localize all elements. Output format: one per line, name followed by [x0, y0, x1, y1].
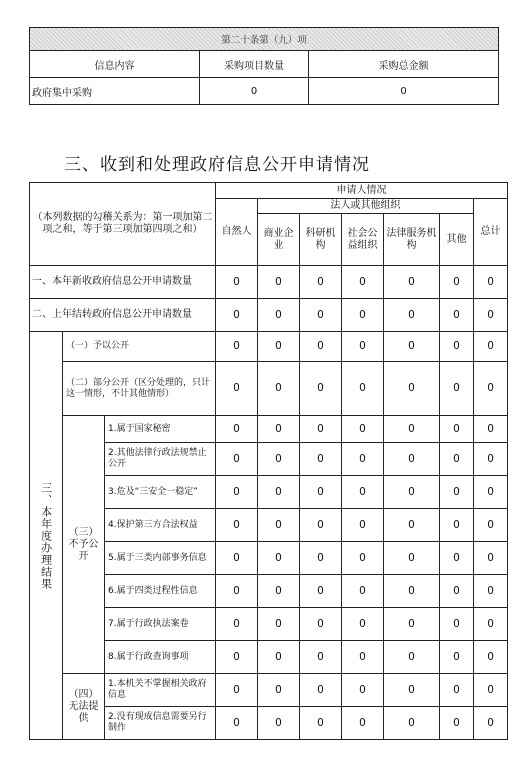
row-publish: （一）予以公开 — [63, 332, 216, 362]
cell-value: 0 — [474, 542, 508, 575]
cannot-item: 2.没有现成信息需要另行制作 — [105, 707, 216, 740]
nopublish-item: 3.危及“三安全一稳定” — [105, 476, 216, 509]
cell-value: 0 — [216, 542, 258, 575]
cell-value: 0 — [300, 707, 342, 740]
cell-value: 0 — [216, 608, 258, 641]
cell-value: 0 — [440, 575, 474, 608]
cell-value: 0 — [258, 707, 300, 740]
cell-value: 0 — [216, 476, 258, 509]
cell-value: 0 — [474, 509, 508, 542]
cell-value: 0 — [440, 707, 474, 740]
cell-value: 0 — [474, 266, 508, 299]
cell-value: 0 — [258, 332, 300, 362]
row-count: 0 — [200, 78, 309, 105]
cell-value: 0 — [258, 299, 300, 332]
section-title: 三、收到和处理政府信息公开申请情况 — [64, 155, 370, 175]
cell-value: 0 — [216, 707, 258, 740]
cell-value: 0 — [474, 608, 508, 641]
col-research: 科研机构 — [300, 214, 342, 266]
cell-value: 0 — [384, 674, 440, 707]
cell-value: 0 — [300, 443, 342, 476]
cell-value: 0 — [216, 674, 258, 707]
cell-value: 0 — [474, 674, 508, 707]
cell-value: 0 — [216, 266, 258, 299]
cell-value: 0 — [258, 266, 300, 299]
cell-value: 0 — [258, 575, 300, 608]
cell-value: 0 — [258, 641, 300, 674]
cell-value: 0 — [440, 674, 474, 707]
nopublish-item: 7.属于行政执法案卷 — [105, 608, 216, 641]
cell-value: 0 — [258, 542, 300, 575]
cell-value: 0 — [384, 299, 440, 332]
group-cannot-label: （四）无法提供 — [63, 674, 105, 740]
cell-value: 0 — [384, 443, 440, 476]
col-count-header: 采购项目数量 — [200, 51, 309, 78]
cell-value: 0 — [258, 362, 300, 416]
cell-value: 0 — [342, 416, 384, 443]
group-nopublish-label: （三）不予公开 — [63, 416, 105, 674]
table-row — [30, 332, 508, 362]
nopublish-item: 5.属于三类内部事务信息 — [105, 542, 216, 575]
cell-value: 0 — [342, 509, 384, 542]
cell-value: 0 — [342, 575, 384, 608]
cell-value: 0 — [342, 674, 384, 707]
row-partial: （二）部分公开（区分处理的，只计这一情形，不计其他情形） — [63, 362, 216, 416]
row-amount: 0 — [309, 78, 499, 105]
cell-value: 0 — [342, 476, 384, 509]
table-row — [30, 362, 508, 416]
cell-value: 0 — [384, 608, 440, 641]
cell-value: 0 — [474, 443, 508, 476]
cell-value: 0 — [342, 266, 384, 299]
cannot-item: 1.本机关不掌握相关政府信息 — [105, 674, 216, 707]
cell-value: 0 — [258, 674, 300, 707]
cell-value: 0 — [440, 266, 474, 299]
col-total: 总计 — [474, 199, 508, 266]
cell-value: 0 — [258, 509, 300, 542]
cell-value: 0 — [440, 299, 474, 332]
cell-value: 0 — [440, 542, 474, 575]
cell-value: 0 — [384, 362, 440, 416]
applicant-header: 申请人情况 — [216, 183, 508, 199]
cell-value: 0 — [440, 509, 474, 542]
cell-value: 0 — [474, 476, 508, 509]
nopublish-item: 2.其他法律行政法规禁止公开 — [105, 443, 216, 476]
nopublish-item: 4.保护第三方合法权益 — [105, 509, 216, 542]
cell-value: 0 — [300, 299, 342, 332]
cell-value: 0 — [342, 443, 384, 476]
cell-value: 0 — [300, 476, 342, 509]
cell-value: 0 — [474, 641, 508, 674]
cell-value: 0 — [300, 608, 342, 641]
col-public-welfare: 社会公益组织 — [342, 214, 384, 266]
cell-value: 0 — [384, 707, 440, 740]
nopublish-item: 1.属于国家秘密 — [105, 416, 216, 443]
col-other: 其他 — [440, 214, 474, 266]
cell-value: 0 — [342, 332, 384, 362]
cell-value: 0 — [300, 674, 342, 707]
cell-value: 0 — [300, 332, 342, 362]
cell-value: 0 — [258, 443, 300, 476]
cell-value: 0 — [216, 362, 258, 416]
cell-value: 0 — [384, 542, 440, 575]
col-content-header: 信息内容 — [30, 51, 200, 78]
row-carryover: 二、上年结转政府信息公开申请数量 — [30, 299, 216, 332]
cell-value: 0 — [216, 332, 258, 362]
cell-value: 0 — [474, 299, 508, 332]
cell-value: 0 — [216, 509, 258, 542]
cell-value: 0 — [342, 362, 384, 416]
cell-value: 0 — [216, 575, 258, 608]
cell-value: 0 — [384, 332, 440, 362]
cell-value: 0 — [216, 416, 258, 443]
cell-value: 0 — [474, 332, 508, 362]
procurement-table — [29, 27, 499, 105]
cell-value: 0 — [342, 542, 384, 575]
cell-value: 0 — [342, 608, 384, 641]
table-row — [30, 416, 508, 443]
cell-value: 0 — [300, 509, 342, 542]
col-natural-person: 自然人 — [216, 199, 258, 266]
cell-value: 0 — [474, 707, 508, 740]
cell-value: 0 — [216, 299, 258, 332]
corner-note: （本列数据的勾稽关系为：第一项加第二项之和，等于第三项加第四项之和） — [30, 183, 216, 266]
col-amount-header: 采购总金额 — [309, 51, 499, 78]
cell-value: 0 — [474, 575, 508, 608]
cell-value: 0 — [384, 416, 440, 443]
cell-value: 0 — [300, 641, 342, 674]
cell-value: 0 — [216, 443, 258, 476]
nopublish-item: 8.属于行政查询事项 — [105, 641, 216, 674]
nopublish-item: 6.属于四类过程性信息 — [105, 575, 216, 608]
cell-value: 0 — [474, 362, 508, 416]
application-table — [29, 182, 508, 740]
cell-value: 0 — [300, 542, 342, 575]
cell-value: 0 — [384, 266, 440, 299]
cell-value: 0 — [342, 299, 384, 332]
cell-value: 0 — [474, 416, 508, 443]
cell-value: 0 — [440, 476, 474, 509]
cell-value: 0 — [300, 362, 342, 416]
cell-value: 0 — [440, 362, 474, 416]
cell-value: 0 — [440, 641, 474, 674]
row-new-applications: 一、本年新收政府信息公开申请数量 — [30, 266, 216, 299]
cell-value: 0 — [258, 416, 300, 443]
cell-value: 0 — [300, 575, 342, 608]
cell-value: 0 — [300, 416, 342, 443]
group-result-label: 三、本年度办理结果 — [30, 332, 63, 740]
cell-value: 0 — [440, 332, 474, 362]
col-legal-service: 法律服务机构 — [384, 214, 440, 266]
cell-value: 0 — [342, 707, 384, 740]
legal-entity-header: 法人或其他组织 — [258, 199, 474, 214]
cell-value: 0 — [384, 476, 440, 509]
procurement-header: 第二十条第（九）项 — [30, 28, 499, 51]
cell-value: 0 — [440, 608, 474, 641]
row-label: 政府集中采购 — [30, 78, 200, 105]
cell-value: 0 — [384, 641, 440, 674]
cell-value: 0 — [384, 509, 440, 542]
cell-value: 0 — [258, 608, 300, 641]
table-row — [30, 299, 508, 332]
col-business: 商业企业 — [258, 214, 300, 266]
cell-value: 0 — [384, 575, 440, 608]
cell-value: 0 — [300, 266, 342, 299]
cell-value: 0 — [342, 641, 384, 674]
cell-value: 0 — [440, 416, 474, 443]
table-row — [30, 266, 508, 299]
cell-value: 0 — [258, 476, 300, 509]
cell-value: 0 — [216, 641, 258, 674]
cell-value: 0 — [440, 443, 474, 476]
table-row — [30, 674, 508, 707]
